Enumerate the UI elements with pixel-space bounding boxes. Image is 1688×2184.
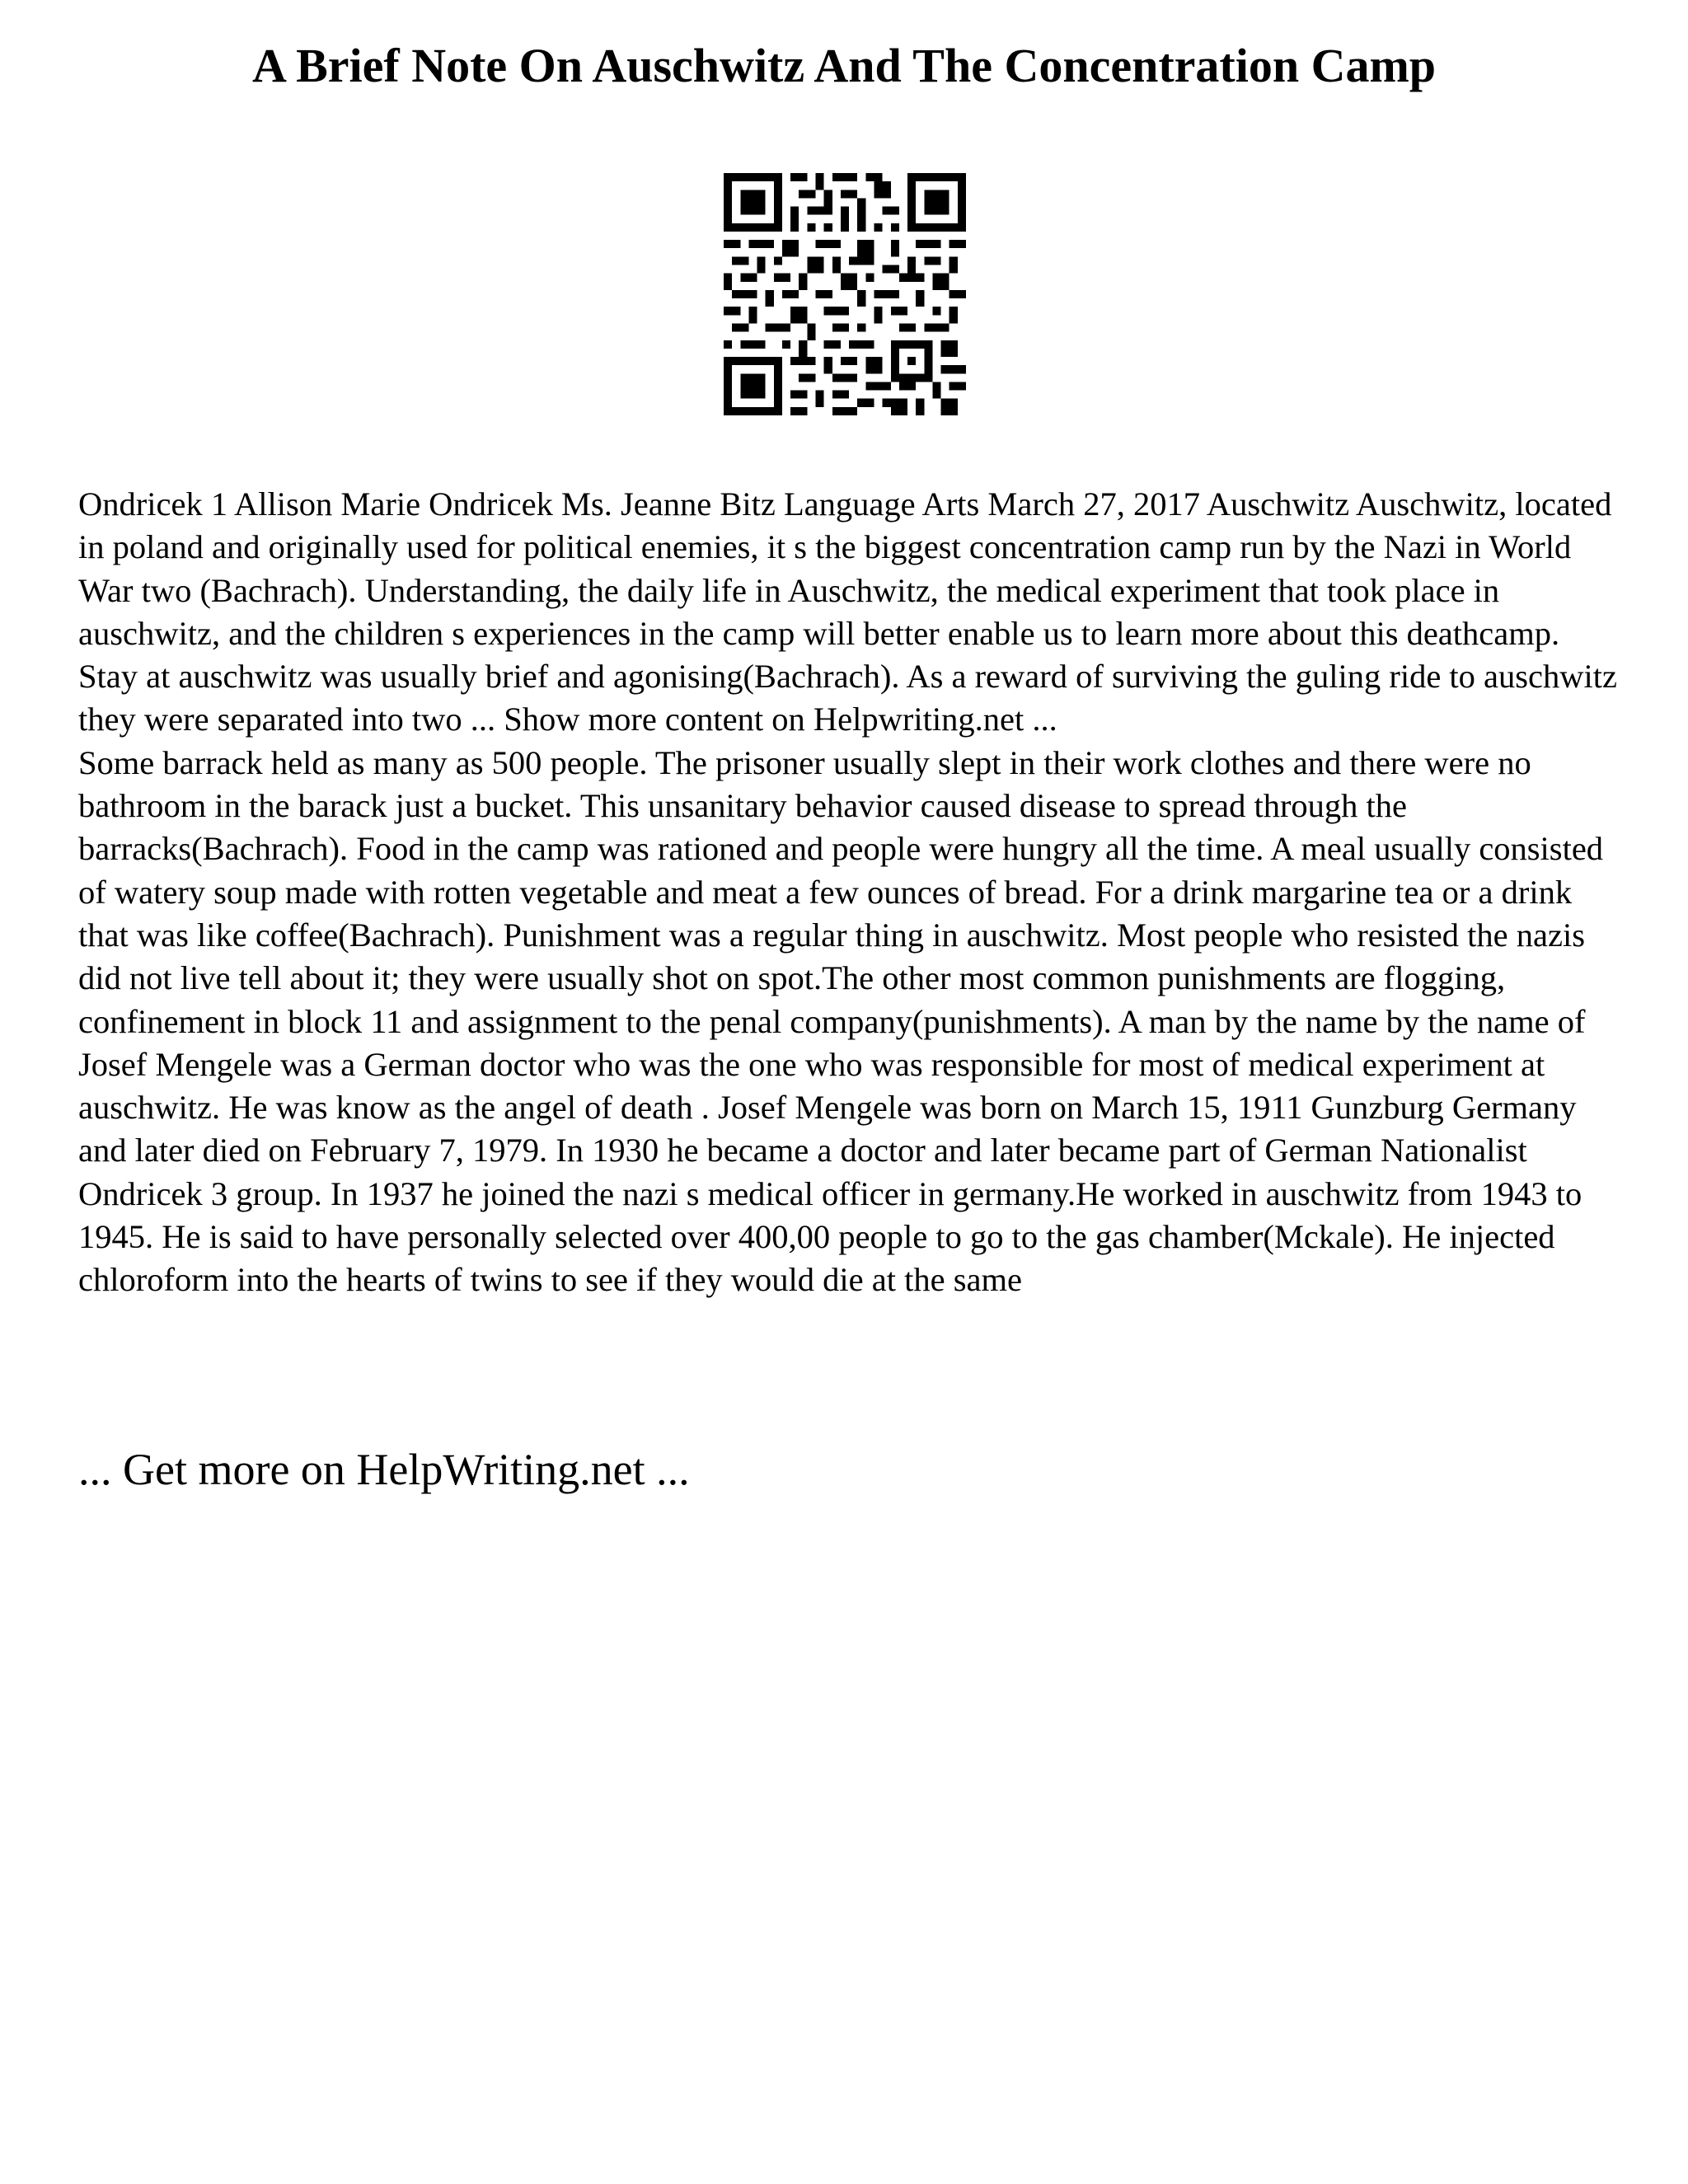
essay-paragraph-1: Ondricek 1 Allison Marie Ondricek Ms. Jeanne Bitz Language Arts March 27, 2017 Auschwitz Auschwitz, located in poland and originally used for political enemies, it s the biggest concentration camp run by the Nazi in World War two (Bachrach). Understanding, the daily life in Auschwitz, the medical experiment that took place in auschwitz, and the children s experiences in the camp will better enable us to learn more about this deathcamp. Stay at auschwitz was usually brief and agonising(Bachrach). As a reward of surviving the guling ride to auschwitz they were separated into two ... Show more content on Helpwriting.net ... — [78, 485, 1617, 738]
essay-body — [78, 483, 1620, 1302]
page-title: A Brief Note On Auschwitz And The Concentration Camp — [251, 39, 1437, 92]
qr-code-icon[interactable] — [724, 173, 966, 415]
essay-paragraph-2: Some barrack held as many as 500 people. The prisoner usually slept in their work clothes and there were no bathroom in the barack just a bucket. This unsanitary behavior caused disease to spread through the barracks(Bachrach). Food in the camp was rationed and people were hungry all the time. A meal usually consisted of watery soup made with rotten vegetable and meat a few ounces of bread. For a drink margarine tea or a drink that was like coffee(Bachrach). Punishment was a regular thing in auschwitz. Most people who resisted the nazis did not live tell about it; they were usually shot on spot.The other most common punishments are flogging, confinement in block 11 and assignment to the penal company(punishments). A man by the name by the name of Josef Mengele was a German doctor who was the one who was responsible for most of medical experiment at auschwitz. He was know as the angel of death . Josef Mengele was born on March 15, 1911 Gunzburg Germany and later died on February 7, 1979. In 1930 he became a doctor and later became part of German Nationalist Ondricek 3 group. In 1937 he joined the nazi s medical officer in germany.He worked in auschwitz from 1943 to 1945. He is said to have personally selected over 400,00 people to go to the gas chamber(Mckale). He injected chloroform into the hearts of twins to see if they would die at the same — [78, 743, 1604, 1299]
get-more-link[interactable]: ... Get more on HelpWriting.net ... — [78, 1445, 690, 1494]
